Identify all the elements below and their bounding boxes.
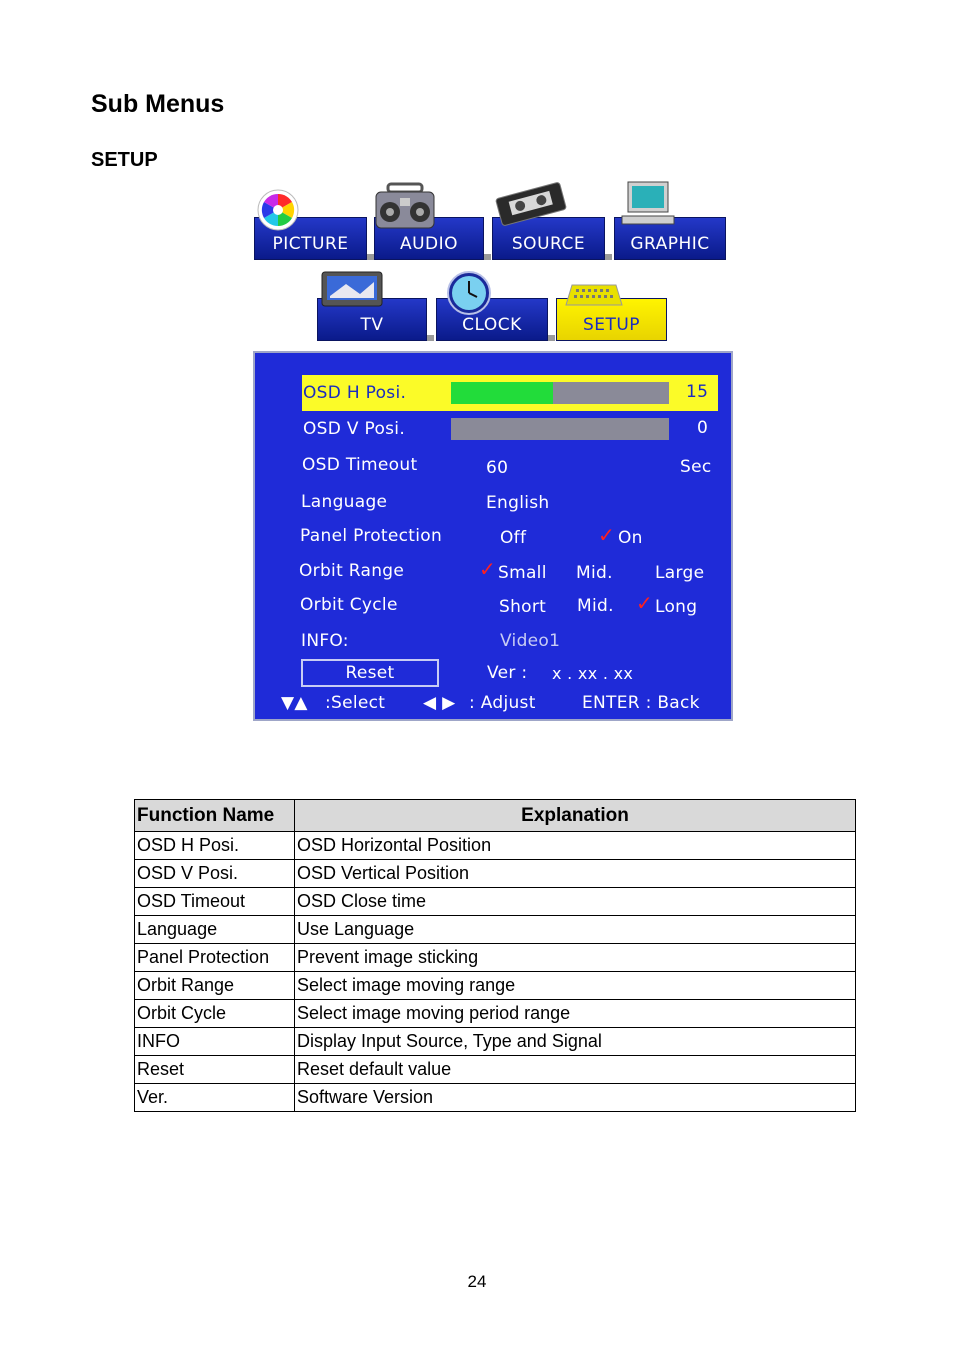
table-row [135, 888, 856, 916]
tab-connector [427, 335, 434, 341]
table-row [135, 1084, 856, 1112]
computer-monitor-icon [620, 180, 676, 228]
checkmark-icon: ✓ [598, 523, 616, 547]
tab-picture-label: PICTURE [272, 234, 349, 254]
checkmark-icon: ✓ [636, 591, 654, 615]
help-adjust-text: : Adjust [469, 693, 536, 713]
table-cell-explanation: OSD Close time [295, 888, 856, 916]
page-title: Sub Menus [91, 90, 225, 118]
info-value: Video1 [500, 631, 561, 651]
keyboard-icon [564, 283, 624, 307]
table-header-row [135, 800, 856, 832]
language-label: Language [301, 492, 388, 512]
osd-timeout-unit: Sec [680, 457, 712, 477]
osd-timeout-label: OSD Timeout [302, 455, 418, 475]
table-cell-explanation: Select image moving range [295, 972, 856, 1000]
table-row [135, 944, 856, 972]
table-header-explanation: Explanation [295, 800, 856, 832]
tab-connector [605, 254, 612, 260]
tab-audio-label: AUDIO [399, 234, 459, 254]
clock-icon [446, 270, 492, 316]
table-cell-explanation: Display Input Source, Type and Signal [295, 1028, 856, 1056]
arrow-down-up-icon: ▼▲ [281, 693, 308, 713]
table-row [135, 832, 856, 860]
tab-connector [367, 254, 374, 260]
section-title: SETUP [91, 149, 158, 171]
osd-v-posi-value: 0 [697, 418, 709, 438]
table-cell-explanation: Software Version [295, 1084, 856, 1112]
orbit-range-small-option[interactable]: Small [498, 563, 547, 583]
version-value: x . xx . xx [552, 664, 634, 683]
page-number: 24 [467, 1272, 487, 1291]
panel-protection-off-option[interactable]: Off [500, 528, 527, 548]
tab-connector [548, 335, 555, 341]
table-cell-explanation: Use Language [295, 916, 856, 944]
osd-timeout-value[interactable]: 60 [486, 458, 509, 478]
table-cell-explanation: OSD Horizontal Position [295, 832, 856, 860]
orbit-range-label: Orbit Range [299, 561, 405, 581]
table-row [135, 972, 856, 1000]
table-cell-function: Reset [135, 1056, 295, 1084]
osd-setup-panel [253, 351, 733, 721]
panel-protection-on-option[interactable]: On [618, 528, 643, 548]
osd-v-posi-label: OSD V Posi. [303, 419, 406, 439]
table-cell-function: Orbit Cycle [135, 1000, 295, 1028]
vhs-tape-icon [494, 182, 568, 226]
tab-connector [484, 254, 491, 260]
osd-h-posi-slider[interactable] [451, 382, 669, 404]
table-row [135, 1028, 856, 1056]
osd-v-posi-slider[interactable] [451, 418, 669, 440]
osd-h-posi-slider-fill [451, 382, 553, 404]
orbit-range-large-option[interactable]: Large [655, 563, 705, 583]
panel-protection-label: Panel Protection [300, 526, 443, 546]
table-cell-function: INFO [135, 1028, 295, 1056]
table-cell-function: Panel Protection [135, 944, 295, 972]
tab-source-label: SOURCE [511, 234, 586, 254]
table-cell-function: Ver. [135, 1084, 295, 1112]
table-cell-explanation: Reset default value [295, 1056, 856, 1084]
table-cell-function: OSD H Posi. [135, 832, 295, 860]
tab-tv-label: TV [360, 315, 384, 335]
table-cell-explanation: OSD Vertical Position [295, 860, 856, 888]
tab-setup-label: SETUP [582, 315, 641, 335]
tab-graphic-label: GRAPHIC [630, 234, 710, 254]
arrow-left-right-icon: ◀ ▶ [423, 693, 456, 713]
table-cell-explanation: Select image moving period range [295, 1000, 856, 1028]
tab-clock-label: CLOCK [462, 315, 522, 335]
table-row [135, 1056, 856, 1084]
table-cell-function: Orbit Range [135, 972, 295, 1000]
table-cell-function: Language [135, 916, 295, 944]
checkmark-icon: ✓ [479, 557, 497, 581]
help-select-text: :Select [325, 693, 386, 713]
table-cell-function: OSD Timeout [135, 888, 295, 916]
function-table [134, 799, 856, 1112]
orbit-cycle-long-option[interactable]: Long [655, 597, 698, 617]
table-row [135, 860, 856, 888]
table-header-function-name: Function Name [135, 800, 295, 832]
boombox-icon [374, 182, 436, 232]
info-label: INFO: [301, 631, 349, 651]
table-row [135, 1000, 856, 1028]
reset-button[interactable]: Reset [301, 659, 439, 687]
orbit-range-mid-option[interactable]: Mid. [576, 563, 613, 583]
color-wheel-icon [256, 188, 300, 232]
table-cell-explanation: Prevent image sticking [295, 944, 856, 972]
orbit-cycle-short-option[interactable]: Short [499, 597, 547, 617]
version-label: Ver : [487, 663, 528, 683]
table-cell-function: OSD V Posi. [135, 860, 295, 888]
orbit-cycle-label: Orbit Cycle [300, 595, 398, 615]
help-back-text: ENTER : Back [582, 693, 700, 713]
tv-icon [320, 270, 384, 310]
table-row [135, 916, 856, 944]
osd-h-posi-label: OSD H Posi. [303, 383, 407, 403]
osd-h-posi-value: 15 [686, 382, 709, 402]
orbit-cycle-mid-option[interactable]: Mid. [577, 596, 614, 616]
language-value[interactable]: English [486, 493, 550, 513]
